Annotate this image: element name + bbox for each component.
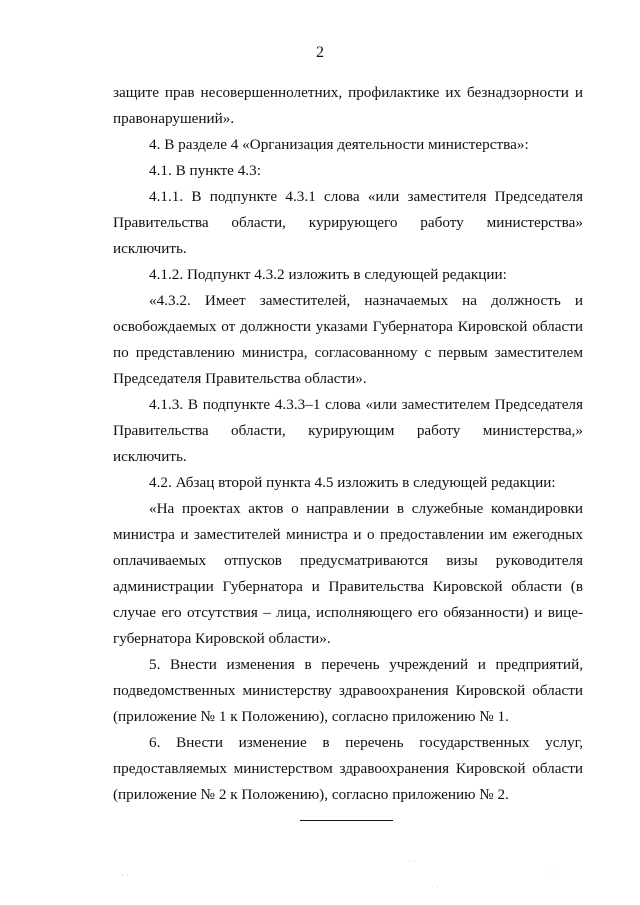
paragraph-4-1-3: 4.1.3. В подпункте 4.3.3–1 слова «или заместителем Председателя Правительства области, курирующим работу министерства,» исключить. — [113, 396, 583, 465]
paragraph-section-4: 4. В разделе 4 «Организация деятельности министерства»: — [149, 136, 529, 153]
scan-speck: · · — [548, 868, 556, 877]
page-number: 2 — [316, 44, 324, 61]
scan-speck: · · — [121, 871, 129, 880]
paragraph-continuation: защите прав несовершеннолетних, профилактике их безнадзорности и правонарушений». — [113, 84, 583, 127]
closing-rule — [300, 820, 393, 821]
paragraph-4-5-quote: «На проектах актов о направлении в служебные командировки министра и заместителей министра и о предоставлении им ежегодных оплачиваемых отпусков предусматриваются визы руководителя администрации Губернатора и Правительства Кировской области (в случае его отсутствия – лица, исполняющего его обязанности) и вице-губернатора Кировской области». — [113, 500, 583, 647]
paragraph-4-2: 4.2. Абзац второй пункта 4.5 изложить в следующей редакции: — [149, 474, 556, 491]
document-body — [113, 80, 583, 808]
paragraph-5: 5. Внести изменения в перечень учреждений и предприятий, подведомственных министерству здравоохранения Кировской области (приложение № 1 к Положению), согласно приложению № 1. — [113, 656, 583, 725]
scan-speck: · — [436, 883, 439, 892]
paragraph-4-1-2: 4.1.2. Подпункт 4.3.2 изложить в следующей редакции: — [149, 266, 507, 283]
paragraph-4-3-2-quote: «4.3.2. Имеет заместителей, назначаемых на должность и освобождаемых от должности указами Губернатора Кировской области по представлению министра, согласованному с первым заместителем Председателя Правительства области». — [113, 292, 583, 387]
paragraph-4-1: 4.1. В пункте 4.3: — [149, 162, 261, 179]
paragraph-6: 6. Внести изменение в перечень государственных услуг, предоставляемых министерством здравоохранения Кировской области (приложение № 2 к Положению), согласно приложению № 2. — [113, 734, 583, 803]
scan-speck: · · — [408, 857, 416, 866]
paragraph-4-1-1: 4.1.1. В подпункте 4.3.1 слова «или заместителя Председателя Правительства области, курирующего работу министерства» исключить. — [113, 188, 583, 257]
